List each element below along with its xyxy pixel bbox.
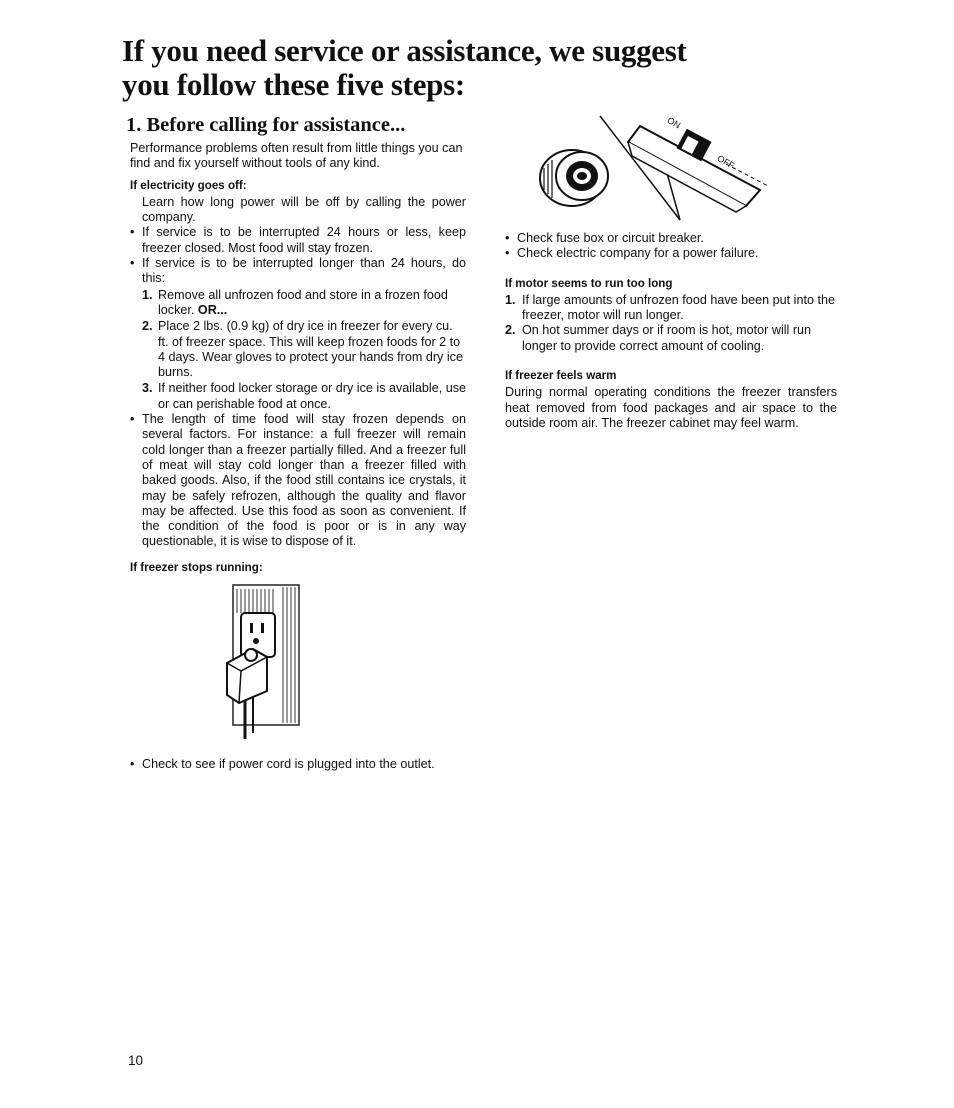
right-column [505,231,837,431]
breaker-on-label: ON [665,115,683,131]
breaker-bullet-2: • Check electric company for a power failure. [505,246,837,261]
item-number: 1. [505,292,516,307]
stops-bullet: • Check to see if power cord is plugged into the outlet. [130,757,466,772]
numbered-item [130,288,466,319]
warm-text: During normal operating conditions the freezer transfers heat removed from food packages and air space to the outside room air. The freezer cabinet may feel warm. [505,385,837,430]
title-line-1: If you need service or assistance, we suggest [122,33,687,68]
electricity-bullet-3: • The length of time food will stay frozen depends on several factors. For instance: a full freezer will remain cold longer than a freezer partially filled. And a freezer full of meat will stay cold longer than a freezer filled with baked goods. Also, if the food still contains ice crystals, it may be safely refrozen, although the quality and flavor may be affected. Use this food as soon as convenient. If the condition of the food is poor or is in any way questionable, it is wise to dispose of it. [130,412,466,550]
item-text: Place 2 lbs. (0.9 kg) of dry ice in freezer for every cu. ft. of freezer space. This will keep frozen foods for 2 to 4 days. Wear gloves to protect your hands from dry ice burns. [158,319,463,380]
item-text: If large amounts of unfrozen food have been put into the freezer, motor will run longer. [522,292,835,323]
breaker-bullet-1: • Check fuse box or circuit breaker. [505,231,837,246]
stops-heading: If freezer stops running: [130,560,263,574]
motor-heading: If motor seems to run too long [505,276,673,290]
warm-heading: If freezer feels warm [505,369,617,383]
item-number: 2. [142,319,153,334]
numbered-item [130,381,466,412]
item-emphasis: OR... [197,302,228,317]
breaker-off-label: OFF [715,153,737,171]
item-number: 2. [505,323,516,338]
page-title [122,34,842,102]
wall-outlet-icon [223,583,311,743]
electricity-bullet-1: • If service is to be interrupted 24 hours or less, keep freezer closed. Most food will stay frozen. [130,225,466,256]
numbered-item [505,323,837,354]
circuit-breaker-icon [530,112,790,224]
item-text: If neither food locker storage or dry ice is available, use or can perishable food at once. [158,381,467,411]
item-number: 3. [142,381,153,396]
page-number: 10 [128,1053,144,1068]
item-number: 1. [142,287,153,302]
numbered-item [505,293,837,324]
step-heading: 1. Before calling for assistance... [126,114,406,136]
electricity-bullet-2: • If service is to be interrupted longer than 24 hours, do this: [130,256,466,287]
electricity-heading: If electricity goes off: [130,178,247,192]
numbered-item [130,319,466,380]
electricity-text: Learn how long power will be off by calling the power company. [142,194,466,225]
intro-text: Performance problems often result from little things you can find and fix yourself without tools of any kind. [130,141,463,171]
title-line-2: you follow these five steps: [122,67,465,102]
item-text: On hot summer days or if room is hot, motor will run longer to provide correct amount of cooling. [522,323,812,353]
left-column [130,141,466,772]
item-text: Remove all unfrozen food and store in a frozen food locker. [158,287,448,317]
